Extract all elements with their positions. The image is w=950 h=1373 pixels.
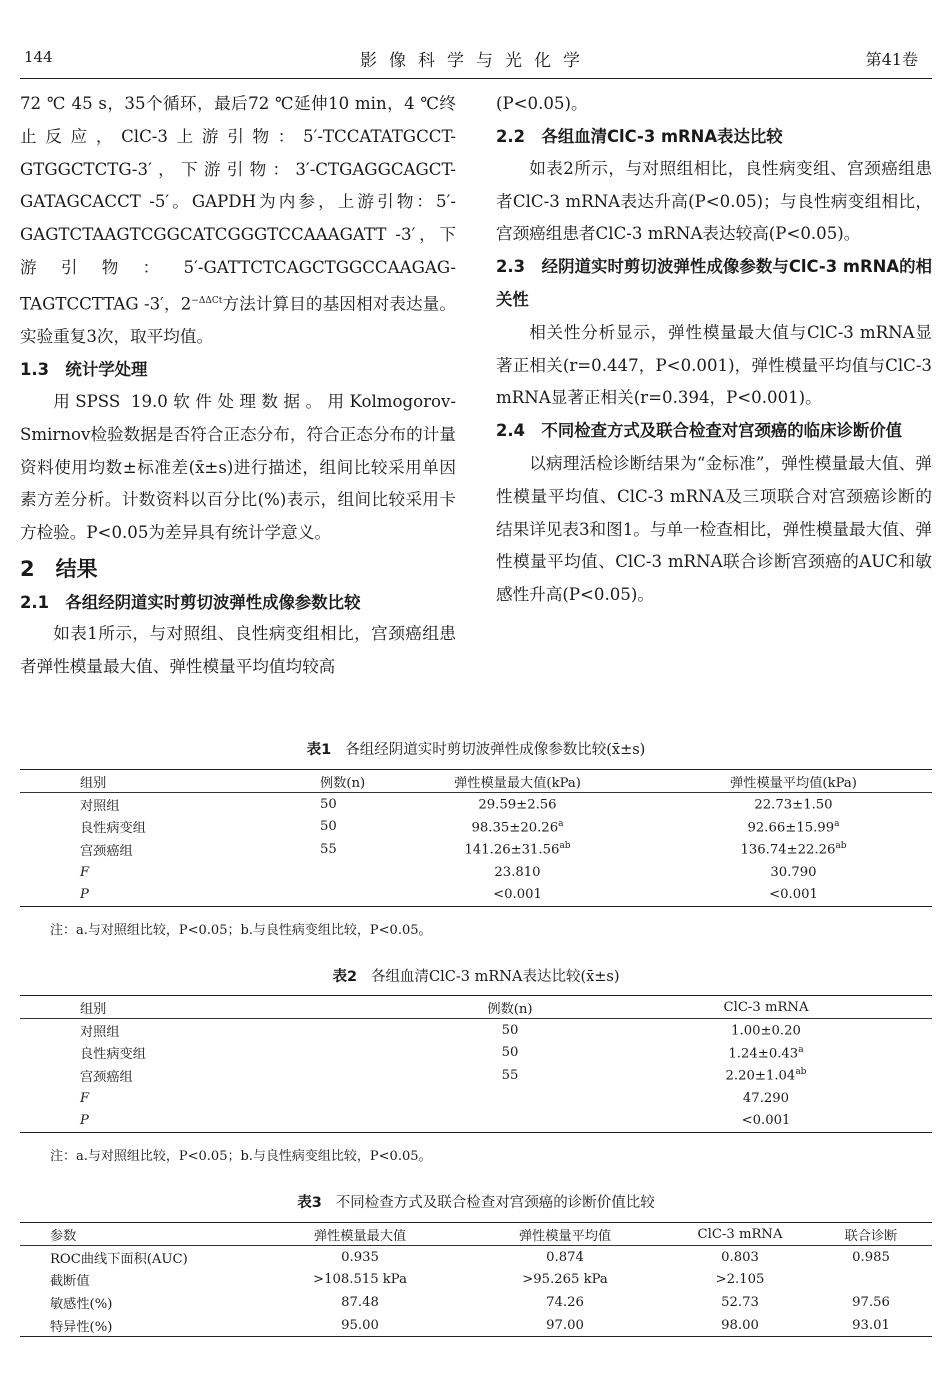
table3-header-param: 参数 (50, 1223, 260, 1246)
table1-note: 注：a.与对照组比较，P<0.05；b.与良性病变组比较，P<0.05。 (50, 923, 432, 938)
header-rule (20, 78, 932, 79)
heading-2-4: 2.4 不同检查方式及联合检查对宫颈癌的临床诊断价值 (496, 421, 903, 441)
table1-title: 各组经阴道实时剪切波弹性成像参数比较(x̄±s) (345, 742, 646, 758)
table2-header-n: 例数(n) (420, 996, 600, 1019)
left-column (20, 88, 456, 683)
table1-caption (20, 738, 932, 759)
table2-title: 各组血清ClC-3 mRNA表达比较(x̄±s) (371, 969, 620, 985)
table3-header-combined: 联合诊断 (810, 1223, 932, 1246)
table-row: ROC曲线下面积(AUC) 0.935 0.874 0.803 0.985 (50, 1249, 890, 1267)
table-row: 对照组 50 29.59±2.56 22.73±1.50 (80, 796, 833, 814)
table1 (20, 769, 932, 907)
table-row: 宫颈癌组 55 141.26±31.56$^{ab}$ 136.74±22.26$^{ab}$ (80, 841, 847, 859)
table-row: 良性病变组 50 1.24±0.43$^a$ (80, 1044, 804, 1063)
table1-header-max: 弹性模量最大值(kPa) (380, 770, 655, 793)
table-row: P <0.001 (20, 1109, 932, 1132)
page-header (20, 44, 932, 74)
table-row: 良性病变组 50 98.35±20.26$^a$ 92.66±15.99$^a$ (80, 818, 840, 837)
paragraph-result-2-1: 如表1所示，与对照组、良性病变组相比，宫颈癌组患者弹性模量最大值、弹性模量平均值均较高 (20, 623, 456, 676)
page-number: 144 (24, 48, 53, 66)
table2-label: 表2 (332, 969, 358, 985)
heading-2-3: 2.3 经阴道实时剪切波弹性成像参数与ClC-3 mRNA的相关性 (496, 257, 932, 309)
table3-caption (20, 1191, 932, 1212)
table3-header-clc3: ClC-3 mRNA (670, 1223, 810, 1246)
table2-header-clc3: ClC-3 mRNA (600, 996, 932, 1019)
volume-label: 第41卷 (865, 50, 918, 69)
table-row: 对照组 50 1.00±0.20 (80, 1022, 801, 1040)
table-row: F 47.290 (80, 1090, 790, 1106)
heading-1-3: 1.3 统计学处理 (20, 359, 148, 379)
right-column (496, 88, 932, 612)
table1-header-mean: 弹性模量平均值(kPa) (655, 770, 932, 793)
table-row: F 23.810 30.790 (80, 864, 817, 880)
table3-label: 表3 (297, 1195, 322, 1211)
table-row: 截断值 >108.515 kPa >95.265 kPa >2.105 (50, 1272, 765, 1290)
table3 (20, 1222, 932, 1337)
paragraph-result-2-4: 以病理活检诊断结果为“金标准”，弹性模量最大值、弹性模量平均值、ClC-3 mRNA及三项联合对宫颈癌诊断的结果详见表3和图1。与单一检查相比，弹性模量最大值、弹性模量平均值、ClC-3 mRNA联合诊断宫颈癌的AUC和敏感性升高(P<0.05)。 (496, 453, 932, 605)
paragraph-statistics: 用SPSS 19.0软件处理数据。用Kolmogorov-Smirnov检验数据是否符合正态分布，符合正态分布的计量资料使用均数±标准差(x̄±s)进行描述，组间比较采用单因素方差分析。计数资料以百分比(%)表示，组间比较采用卡方检验。P<0.05为差异具有统计学意义。 (20, 391, 456, 543)
table2-caption (20, 965, 932, 986)
table-row: P <0.001 <0.001 (20, 883, 932, 906)
table-row: 敏感性(%) 87.48 74.26 52.73 97.56 (50, 1294, 890, 1312)
table3-header-max: 弹性模量最大值 (260, 1223, 460, 1246)
table1-header-group: 组别 (80, 770, 320, 793)
heading-2-2: 2.2 各组血清ClC-3 mRNA表达比较 (496, 126, 783, 146)
table3-title: 不同检查方式及联合检查对宫颈癌的诊断价值比较 (335, 1195, 655, 1211)
heading-2-1: 2.1 各组经阴道实时剪切波弹性成像参数比较 (20, 592, 361, 612)
paragraph-continuation: (P<0.05)。 (496, 94, 588, 113)
heading-results: 2 结果 (20, 556, 98, 581)
journal-title: 影像科学与光化学 (360, 51, 592, 71)
paragraph-result-2-3: 相关性分析显示，弹性模量最大值与ClC-3 mRNA显著正相关(r=0.447，P<0.001)，弹性模量平均值与ClC-3 mRNA显著正相关(r=0.394，P<0.001)。 (496, 322, 932, 408)
table-row: 宫颈癌组 55 2.20±1.04$^{ab}$ (80, 1067, 807, 1085)
table2-header-group: 组别 (80, 996, 420, 1019)
table2 (20, 995, 932, 1133)
table3-header-mean: 弹性模量平均值 (460, 1223, 670, 1246)
table1-label: 表1 (306, 742, 332, 758)
table-row: 特异性(%) 95.00 97.00 98.00 93.01 (20, 1314, 932, 1337)
paragraph-result-2-2: 如表2所示，与对照组相比，良性病变组、宫颈癌组患者ClC-3 mRNA表达升高(P<0.05)；与良性病变组相比，宫颈癌组患者ClC-3 mRNA表达较高(P<0.05)。 (496, 158, 932, 244)
table2-note: 注：a.与对照组比较，P<0.05；b.与良性病变组比较，P<0.05。 (50, 1149, 432, 1164)
paragraph-primers: 72 ℃ 45 s，35个循环，最后72 ℃延伸10 min，4 ℃终止反应，ClC-3上游引物：5′-TCCATATGCCT-GTGGCTCTG-3′，下游引物：3′-CTGAGGCAGCT-GATAGCACCT -5′。GAPDH为内参，上游引物：5′-GAGTCTAAGTCGGCATCGGGTCCAAAGATT -3′，下游引物：5′-GATTCTCAGCTGGCCAAGAG-TAGTCCTTAG -3′，$2^{-\Delta\Delta Ct}$方法计算目的基因相对表达量。实验重复3次，取平均值。 (20, 94, 457, 347)
table1-header-n: 例数(n) (320, 770, 380, 793)
